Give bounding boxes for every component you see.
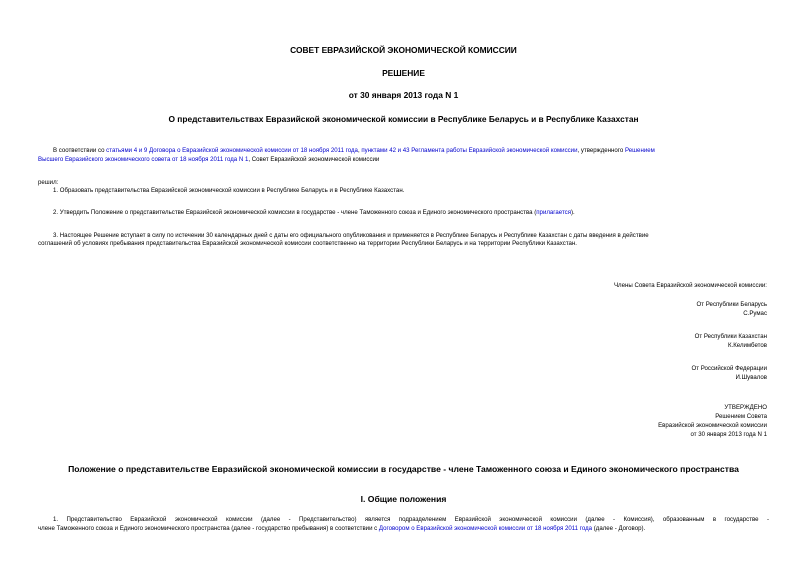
preamble-text: В соответствии со bbox=[53, 147, 107, 154]
preamble-line-1 bbox=[53, 147, 655, 155]
treaty-link[interactable]: Договором о Евразийской экономической комиссии от 18 ноября 2011 года bbox=[378, 525, 593, 532]
preamble-line-2 bbox=[38, 156, 379, 164]
preamble-text: , bbox=[357, 147, 362, 154]
item-2 bbox=[53, 209, 575, 217]
treaty-articles-link[interactable]: статьями 4 и 9 Договора о Евразийской экономической комиссии от 18 ноября 2011 года bbox=[106, 147, 358, 154]
approved-by: Решением Совета bbox=[715, 413, 767, 420]
belarus-label: От Республики Беларусь bbox=[696, 301, 767, 308]
document-title: О представительствах Евразийской экономической комиссии в Республике Беларусь и в Республике Казахстан bbox=[168, 114, 639, 124]
document-type: РЕШЕНИЕ bbox=[382, 68, 425, 78]
belarus-signatory: С.Румас bbox=[743, 310, 767, 317]
section-heading: I. Общие положения bbox=[360, 494, 447, 504]
russia-signatory: И.Шувалов bbox=[735, 374, 767, 381]
approved-body: Евразийской экономической комиссии bbox=[658, 422, 767, 429]
supreme-council-decision-link[interactable]: Высшего Евразийского экономического совета от 18 ноября 2011 года N 1 bbox=[38, 156, 249, 163]
document-date-number: от 30 января 2013 года N 1 bbox=[348, 90, 459, 100]
issuing-body: СОВЕТ ЕВРАЗИЙСКОЙ ЭКОНОМИЧЕСКОЙ КОМИССИИ bbox=[290, 45, 517, 55]
russia-label: От Российской Федерации bbox=[691, 365, 767, 372]
decided-label: решил: bbox=[38, 179, 59, 186]
kazakhstan-label: От Республики Казахстан bbox=[694, 333, 767, 340]
decision-link[interactable]: Решением bbox=[624, 147, 655, 154]
regulation-item-1-line-2 bbox=[38, 525, 645, 533]
item-2-text: 2. Утвердить Положение о представительстве Евразийской экономической комиссии в государстве - члене Таможенного союза и Единого экономического пространства ( bbox=[53, 209, 537, 216]
approved-stamp: УТВЕРЖДЕНО bbox=[724, 404, 767, 411]
preamble-text: , утвержденного bbox=[577, 147, 625, 154]
regulation-text: члене Таможенного союза и Единого экономического пространства (далее - государство пребывания) в соответствии с bbox=[38, 525, 379, 532]
kazakhstan-signatory: К.Келимбетов bbox=[727, 342, 767, 349]
regulation-text: (далее - Договор). bbox=[592, 525, 646, 532]
regulation-points-link[interactable]: пунктами 42 и 43 Регламента работы Евразийской экономической комиссии bbox=[361, 147, 578, 154]
item-3-line-2: соглашений об условиях пребывания представительства Евразийской экономической комиссии соответственно на территории Республики Беларусь и на территории Республики Казахстан. bbox=[38, 240, 577, 247]
item-2-end: ). bbox=[571, 209, 575, 216]
item-1: 1. Образовать представительства Евразийской экономической комиссии в Республике Беларусь и в Республике Казахстан. bbox=[53, 187, 405, 194]
approved-date: от 30 января 2013 года N 1 bbox=[690, 431, 767, 438]
signatories-heading: Члены Совета Евразийской экономической комиссии: bbox=[614, 282, 767, 289]
item-3-line-1: 3. Настоящее Решение вступает в силу по истечении 30 календарных дней с даты его официального опубликования и применяется в Республике Беларусь и Республике Казахстан с даты введения в действие bbox=[53, 232, 649, 239]
regulation-title: Положение о представительстве Евразийской экономической комиссии в государстве - члене Таможенного союза и Единого экономического пространства bbox=[68, 464, 739, 474]
preamble-text: , Совет Евразийской экономической комиссии bbox=[248, 156, 380, 163]
appendix-link[interactable]: прилагается bbox=[536, 209, 572, 216]
regulation-item-1-line-1: 1. Представительство Евразийской экономической комиссии (далее - Представительство) является подразделением Евразийской экономической комиссии (далее - Комиссия), образованным в государстве - bbox=[53, 516, 769, 523]
